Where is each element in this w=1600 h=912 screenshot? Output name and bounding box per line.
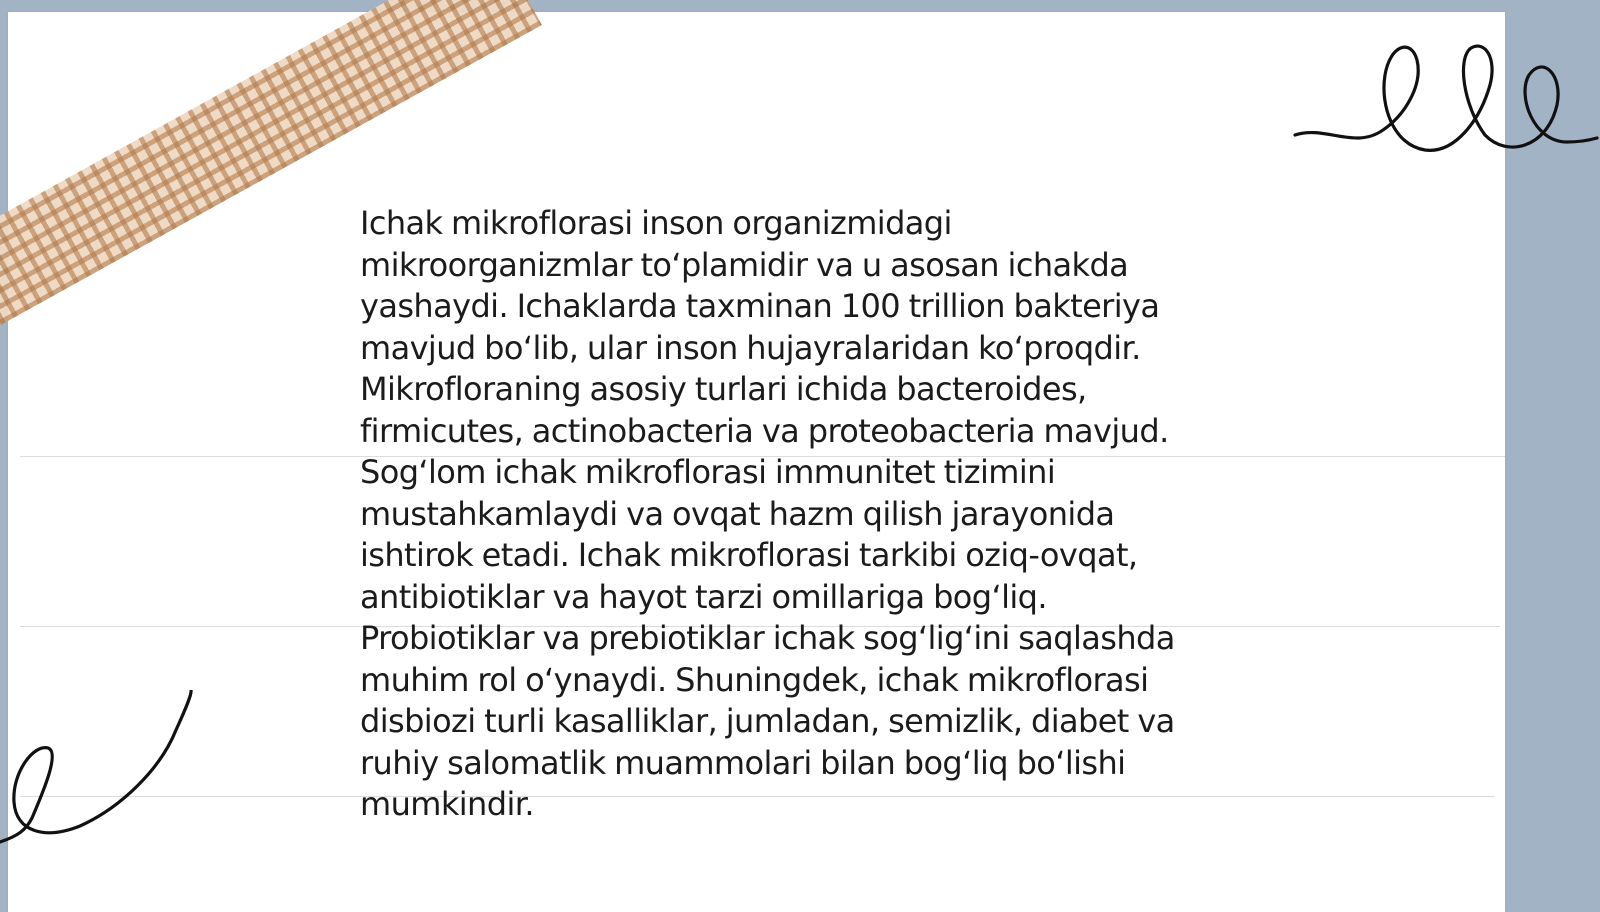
loop-squiggle-icon [0,690,200,850]
body-paragraph: Ichak mikroflorasi inson organizmidagi mikroorganizmlar to‘plamidir va u asosan ichakda yashaydi. Ichaklarda taxminan 100 trillion bakteriya mavjud bo‘lib, ular inson hujayralaridan ko‘proqdir. Mikrofloraning asosiy turlari ichida bacteroides, firmicutes, actinobacteria va proteobacteria mavjud. Sog‘lom ichak mikroflorasi immunitet tizimini mustahkamlaydi va ovqat hazm qilish jarayonida ishtirok etadi. Ichak mikroflorasi tarkibi oziq-ovqat, antibiotiklar va hayot tarzi omillariga bog‘liq. Probiotiklar va prebiotiklar ichak sog‘lig‘ini saqlashda muhim rol o‘ynaydi. Shuningdek, ichak mikroflorasi disbiozi turli kasalliklar, jumladan, semizlik, diabet va ruhiy salomatlik muammolari bilan bog‘liq bo‘lishi mumkindir. [360,204,1175,823]
loop-squiggle-icon [1285,30,1600,160]
